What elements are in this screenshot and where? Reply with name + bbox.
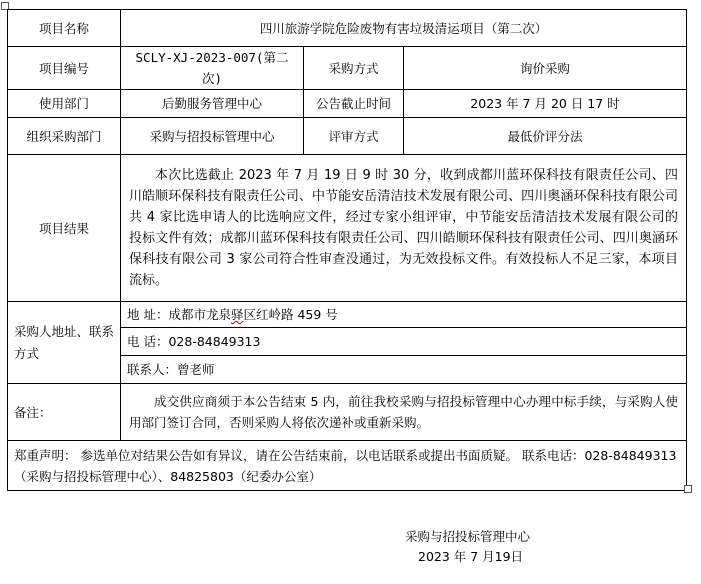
phone-value: 电 话：028-84849313 (121, 328, 687, 356)
table-resize-handle[interactable] (684, 485, 692, 493)
address-text: 地 址：成都市龙泉 (127, 307, 231, 322)
project-name-value: 四川旅游学院危险废物有害垃圾清运项目（第二次） (121, 10, 687, 47)
result-label: 项目结果 (8, 155, 121, 302)
row-project-name (8, 10, 687, 47)
project-name-label: 项目名称 (8, 10, 121, 47)
remarks-text: 成交供应商须于本公告结束 5 内，前往我校采购与招投标管理中心办理中标手续，与采购人使用部门签订合同，否则采购人将依次递补或重新采购。 (129, 394, 678, 430)
row-result (8, 155, 687, 302)
row-remarks (8, 384, 687, 441)
address-text-end: 区红岭路 459 号 (243, 307, 338, 322)
notice-table (7, 9, 687, 491)
organizer-value: 采购与招投标管理中心 (121, 118, 304, 155)
row-organizer (8, 118, 687, 155)
using-department-value: 后勤服务管理中心 (121, 90, 304, 118)
procurement-method-label: 采购方式 (304, 47, 404, 90)
result-text: 本次比选截止 2023 年 7 月 19 日 9 时 30 分，收到成都川蓝环保科技有限责任公司、四川皓顺环保科技有限责任公司、中节能安岳清洁技术发展有限公司、四川奥涵环保科技有限公司共 4 家比选申请人的比选响应文件，经过专家小组评审，中节能安岳清洁技术发展有限公司的投标文件有效；成都川蓝环保科技有限责任公司、四川皓顺环保科技有限责任公司、四川奥涵环保科技有限公司 3 家公司符合性审查没通过，为无效投标文件。有效投标人不足三家，本项目流标。 (129, 168, 678, 288)
result-cell (121, 155, 687, 302)
organizer-label: 组织采购部门 (8, 118, 121, 155)
contact-label: 采购人地址、联系方式 (8, 302, 121, 384)
footer-organization: 采购与招投标管理中心 (405, 529, 531, 544)
row-address (8, 302, 687, 328)
project-number-label: 项目编号 (8, 47, 121, 90)
statement-text: 郑重声明： 参选单位对结果公告如有异议，请在公告结束前，以电话联系或提出书面质疑。 联系电话：028-84849313（采购与招投标管理中心）、84825803（纪委办公室） (8, 441, 687, 491)
using-department-label: 使用部门 (8, 90, 121, 118)
deadline-label: 公告截止时间 (304, 90, 404, 118)
row-department (8, 90, 687, 118)
row-project-number (8, 47, 687, 90)
spellcheck-word: 驿 (230, 307, 244, 322)
procurement-method-value: 询价采购 (404, 47, 687, 90)
row-statement (8, 441, 687, 491)
contact-person-value: 联系人：曾老师 (121, 356, 687, 384)
evaluation-method-label: 评审方式 (304, 118, 404, 155)
address-cell (121, 302, 687, 328)
footer-date: 2023 年 7 月19日 (418, 549, 524, 564)
deadline-value: 2023 年 7 月 20 日 17 时 (404, 90, 687, 118)
remarks-cell (121, 384, 687, 441)
remarks-label: 备注： (8, 384, 121, 441)
project-number-value: SCLY-XJ-2023-007(第二次) (121, 47, 304, 90)
evaluation-method-value: 最低价评分法 (404, 118, 687, 155)
